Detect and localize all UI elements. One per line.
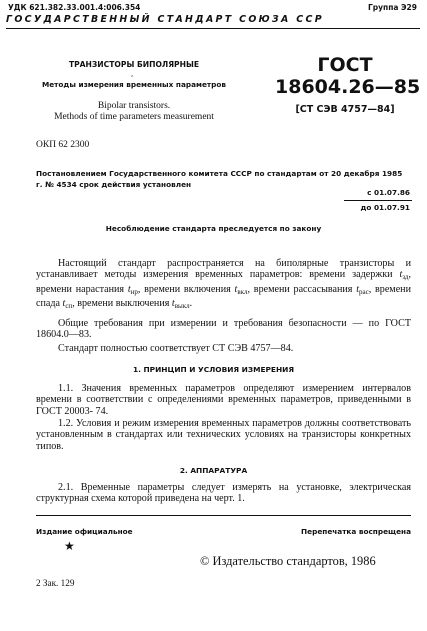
general-requirements-paragraph: Общие требования при измерении и требования безопасности — по ГОСТ 18604.0—83.	[36, 318, 411, 341]
title-en-line2: Methods of time parameters measurement	[54, 112, 214, 122]
valid-from-date: с 01.07.86	[367, 188, 410, 197]
title-en-line1: Bipolar transistors.	[97, 101, 171, 111]
gost-label: ГОСТ	[317, 54, 373, 76]
copyright-notice: © Издательство стандартов, 1986	[200, 554, 376, 568]
header-rule	[6, 28, 420, 29]
clause-1-1: 1.1. Значения временных параметров определяют измерением интервалов времени в соответствии с определениями временных параметров, приведенными в ГОСТ 20003- 74.	[36, 383, 411, 417]
intro-paragraph: Настоящий стандарт распространяется на биполярные транзисторы и устанавливает методы измерения временных параметров: времени задержки $t_{зд}$, времени нарастания $t_{нр}$, времени включения $t_{вкл}$, времени рассасывания $t_{рас}$, времени спада $t_{сп}$, времени выключения $t_{выкл}$.	[36, 258, 411, 311]
reprint-prohibited-label: Перепечатка воспрещена	[301, 527, 411, 536]
decree-text: Постановлением Государственного комитета СССР по стандартам от 20 декабря 1985 г. № 4534 срок действия установлен	[36, 169, 403, 189]
section-2-heading: 2. АППАРАТУРА	[179, 466, 248, 475]
clause-2-1: 2.1. Временные параметры следует измерять на установке, электрическая структурная схема которой приведена на черт. 1.	[36, 482, 411, 505]
clause-1-2: 1.2. Условия и режим измерения временных параметров должны соответствовать установленным в стандартах или технических условиях на транзисторы конкретных типов.	[36, 418, 411, 452]
star-icon: ★	[64, 539, 75, 553]
official-edition-label: Издание официальное	[36, 527, 133, 536]
title-ru-line2: Методы измерения временных параметров	[41, 80, 227, 89]
violation-notice: Несоблюдение стандарта преследуется по закону	[105, 224, 322, 233]
state-standard-banner: ГОСУДАРСТВЕННЫЙ СТАНДАРТ СОЮЗА ССР	[6, 14, 324, 25]
st-sev-reference: [СТ СЭВ 4757—84]	[295, 104, 395, 115]
udk-code: УДК 621.382.33.001.4:006.354	[8, 3, 141, 12]
order-number: 2 Зак. 129	[36, 578, 75, 588]
gost-number: 18604.26—85	[275, 76, 421, 98]
title-comma: ,	[131, 70, 134, 78]
compliance-paragraph: Стандарт полностью соответствует СТ СЭВ 4757—84.	[58, 343, 294, 354]
footer-rule	[36, 515, 411, 516]
okp-code: ОКП 62 2300	[36, 140, 90, 150]
group-code: Группа Э29	[367, 3, 417, 12]
section-1-heading: 1. ПРИНЦИП И УСЛОВИЯ ИЗМЕРЕНИЯ	[132, 365, 295, 374]
valid-until-date: до 01.07.91	[360, 203, 410, 212]
date-divider	[344, 200, 412, 201]
title-ru-line1: ТРАНЗИСТОРЫ БИПОЛЯРНЫЕ	[68, 60, 200, 69]
